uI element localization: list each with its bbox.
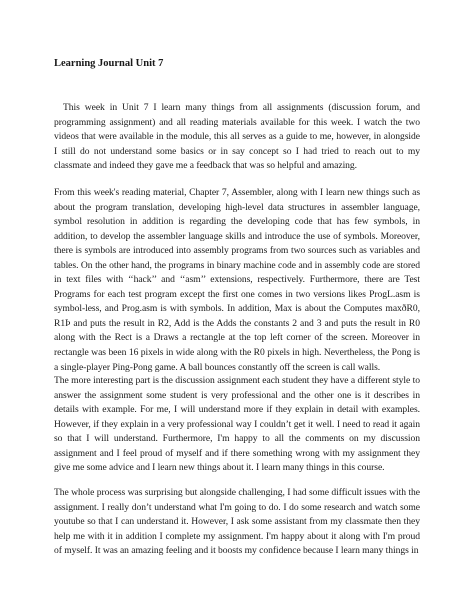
paragraph-discussion: The more interesting part is the discussion assignment each student they have a different style to answer the assignment some student is very professional and the other one is it describes in details with example. For me, I will understand more if they explain in detail with examples. However, if they explain in a very professional way I couldn’t get it well. I need to read it again so that I will understand. Furthermore, I'm happy to all the comments on my discussion assignment and I feel proud of myself and if there something wrong with my assignment they give me some advice and I learn new things about it. I learn many things in this course.: [54, 375, 420, 474]
paragraph-reading-material: From this week's reading material, Chapter 7, Assembler, along with I learn new things such as about the program translation, developing high-level data structures in assembler language, symbol resolution in addition is regarding the developing code that has few symbols, in addition, to develop the assembler language skills and introduce the use of symbols. Moreover, there is symbols are introduced into assembly programs from two sources such as variables and tables. On the other hand, the programs in binary machine code and in assembly code are stored in text files with ‘‘hack’’ and ‘‘asm’’ extensions, respectively. Furthermore, there are Test Programs for each test program except the first one comes in two versions likes ProgL.asm is symbol-less, and Prog.asm is with symbols. In addition, Max is about the Computes maxðR0, R1Þ and puts the result in R2, Add is the Adds the constants 2 and 3 and puts the result in R0 along with the Rect is a Draws a rectangle at the top left corner of the screen. Moreover in rectangle was been 16 pixels in wide along with the R0 pixels in high. Nevertheless, the Pong is a single-player Ping-Pong game. A ball bounces constantly off the screen is call walls.: [54, 187, 420, 373]
page-title: Learning Journal Unit 7: [54, 58, 164, 69]
paragraph-process: The whole process was surprising but alongside challenging, I had some difficult issues with the assignment. I really don’t understand what I'm going to do. I do some research and watch some youtube so that I can understand it. However, I ask some assistant from my classmate then they help me with it in addition I complete my assignment. I'm happy about it along with I'm proud of myself. It was an amazing feeling and it boosts my confidence because I learn many things in: [54, 487, 420, 557]
paragraph-intro: This week in Unit 7 I learn many things from all assignments (discussion forum, and programming assignment) and all reading materials available for this week. I watch the two videos that were available in the module, this all serves as a guide to me, however, in alongside I still do not understand some basics or in say concept so I had tried to reach out to my classmate and indeed they gave me a feedback that was so helpful and amazing.: [54, 102, 420, 172]
